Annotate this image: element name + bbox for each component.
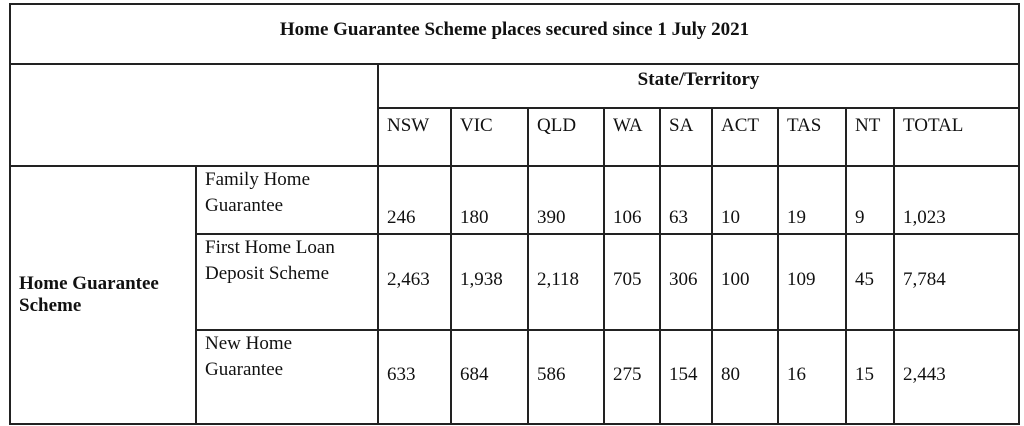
table-cell: 1,023 [894, 166, 1019, 234]
table-row [10, 166, 1019, 234]
row-label: First Home Loan Deposit Scheme [196, 234, 378, 330]
table-cell: 684 [451, 330, 528, 424]
table-cell: 275 [604, 330, 660, 424]
table-cell: 246 [378, 166, 451, 234]
column-header: SA [660, 108, 712, 166]
column-header: WA [604, 108, 660, 166]
column-header: NSW [378, 108, 451, 166]
table-cell: 180 [451, 166, 528, 234]
scheme-places-table [9, 3, 1020, 425]
column-header: VIC [451, 108, 528, 166]
table-cell: 586 [528, 330, 604, 424]
table-cell: 7,784 [894, 234, 1019, 330]
column-header: TOTAL [894, 108, 1019, 166]
table-cell: 19 [778, 166, 846, 234]
column-header: ACT [712, 108, 778, 166]
table-cell: 109 [778, 234, 846, 330]
table-cell: 1,938 [451, 234, 528, 330]
table-title: Home Guarantee Scheme places secured since 1 July 2021 [10, 4, 1019, 64]
table-cell: 45 [846, 234, 894, 330]
table-cell: 306 [660, 234, 712, 330]
table-cell: 63 [660, 166, 712, 234]
column-header: NT [846, 108, 894, 166]
table-cell: 106 [604, 166, 660, 234]
table-cell: 9 [846, 166, 894, 234]
table-cell: 633 [378, 330, 451, 424]
state-territory-header: State/Territory [378, 64, 1019, 108]
table-cell: 15 [846, 330, 894, 424]
table-cell: 2,463 [378, 234, 451, 330]
table-cell: 100 [712, 234, 778, 330]
row-label: Family Home Guarantee [196, 166, 378, 234]
row-group-label: Home Guarantee Scheme [10, 166, 196, 424]
column-header: QLD [528, 108, 604, 166]
table-cell: 2,443 [894, 330, 1019, 424]
table-cell: 10 [712, 166, 778, 234]
column-header: TAS [778, 108, 846, 166]
table-cell: 80 [712, 330, 778, 424]
empty-corner-cell [10, 64, 378, 166]
row-label: New Home Guarantee [196, 330, 378, 424]
table-cell: 705 [604, 234, 660, 330]
table-cell: 390 [528, 166, 604, 234]
table-cell: 2,118 [528, 234, 604, 330]
table-cell: 154 [660, 330, 712, 424]
table-cell: 16 [778, 330, 846, 424]
